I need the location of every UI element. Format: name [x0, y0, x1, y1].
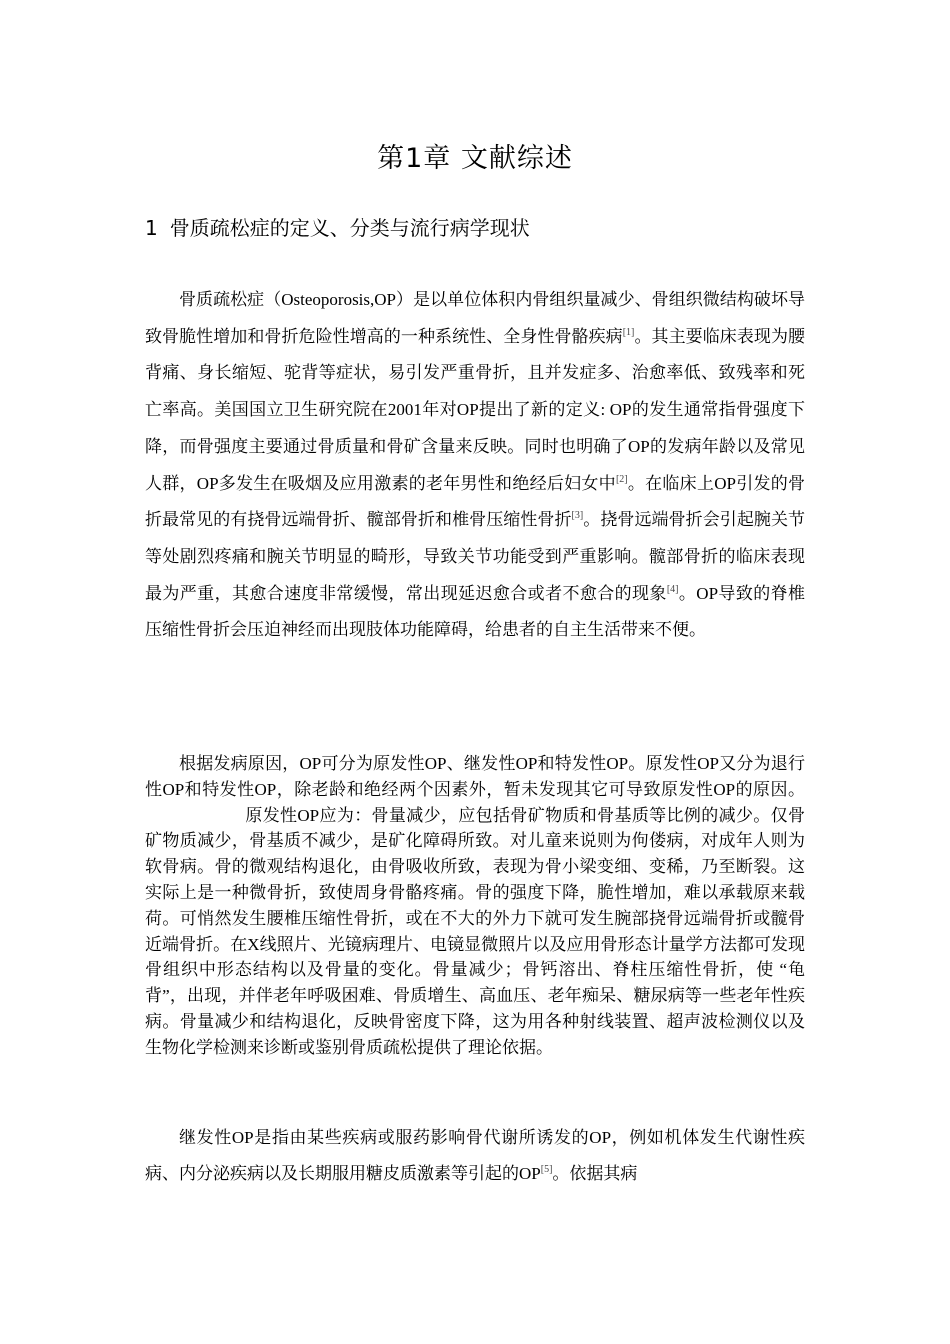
citation-ref: [5]: [540, 1164, 553, 1175]
citation-ref: [1]: [622, 326, 635, 338]
paragraph-text: 根据发病原因，OP可分为原发性OP、继发性OP和特发性OP。原发性OP又分为退行性OP和特发性OP，除老龄和绝经两个因素外，暂未发现其它可导致原发性OP的原因。: [145, 754, 805, 799]
paragraph-text: 。依据其病: [552, 1164, 638, 1183]
paragraph-text: 原发性OP应为：骨量减少，应包括骨矿物质和骨基质等比例的减少。仅骨矿物质减少，骨基质不减少，是矿化障碍所致。对儿童来说则为佝偻病，对成年人则为软骨病。骨的微观结构退化，由骨吸收所致，表现为骨小梁变细、变稀，乃至断裂。这实际上是一种微骨折，致使周身骨骼疼痛。骨的强度下降，脆性增加，难以承载原来载荷。可悄然发生腰椎压缩性骨折，或在不大的外力下就可发生腕部挠骨远端骨折或髋骨近端骨折。在X线照片、光镜病理片、电镜显微照片以及应用骨形态计量学方法都可发现骨组织中形态结构以及骨量的变化。骨量减少；骨钙溶出、脊柱压缩性骨折，使 “龟背”，出现，并伴老年呼吸困难、骨质增生、高血压、老年痴呆、糖尿病等一些老年性疾病。骨量减少和结构退化，反映骨密度下降，这为用各种射线装置、超声波检测仪以及生物化学检测来诊断或鉴别骨质疏松提供了理论依据。: [145, 805, 805, 1057]
paragraph-text: 骨质疏松症（Osteoporosis,OP）是以单位体积内骨组织量减少、骨组织微结构破坏导致骨脆性增加和骨折危险性增高的一种系统性、全身性骨骼疾病: [145, 290, 805, 346]
paragraph-text: 。挠骨远端骨折会引起腕关节等处剧烈疼痛和腕关节明显的畸形，导致关节功能受到严重影响。髋部骨折的临床表现最为严重，其愈合速度非常缓慢，常出现延迟愈合或者不愈合的现象: [145, 510, 805, 603]
paragraph-text: 。在临床上OP引发的骨折最常见的有挠骨远端骨折、髋部骨折和椎骨压缩性骨折: [145, 473, 806, 530]
citation-ref: [4]: [666, 583, 679, 595]
section-number: 1: [145, 216, 158, 240]
citation-ref: [2]: [615, 473, 628, 485]
paragraph-text: 。OP导致的脊椎压缩性骨折会压迫神经而出现肢体功能障碍，给患者的自主生活带来不便。: [145, 583, 806, 640]
section-heading: [145, 212, 530, 241]
chapter-title: 第1章 文献综述: [377, 143, 573, 174]
paragraph-secondary-op: [145, 1120, 805, 1192]
paragraph-text: 。其主要临床表现为腰背痛、身长缩短、驼背等症状，易引发严重骨折，且并发症多、治愈率低、致残率和死亡率高。美国国立卫生研究院在2001年对OP提出了新的定义: OP的发生通常指骨强度下降，而骨强度主要通过骨质量和骨矿含量来反映。同时也明确了OP的发病年龄以及常见人群，OP多发生在吸烟及应用激素的老年男性和绝经后妇女中: [145, 326, 806, 493]
paragraph-text: 继发性OP是指由某些疾病或服药影响骨代谢所诱发的OP，例如机体发生代谢性疾病、内分泌疾病以及长期服用糖皮质激素等引起的OP: [145, 1128, 805, 1183]
paragraph-definition: [145, 282, 805, 649]
citation-ref: [3]: [571, 510, 584, 522]
paragraph-classification: [145, 751, 805, 1061]
section-title: 骨质疏松症的定义、分类与流行病学现状: [169, 216, 530, 240]
